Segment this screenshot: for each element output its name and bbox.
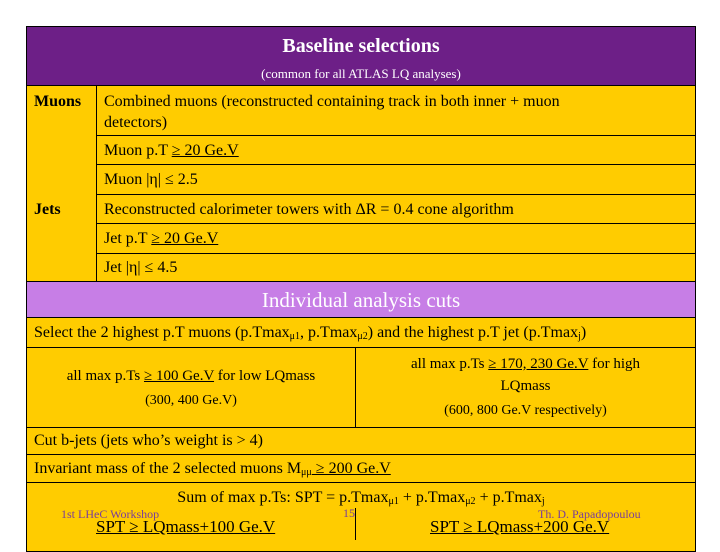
low-mass-cell [26, 347, 356, 428]
select-text: Select the 2 highest p.T muons (p.Tmax$_{\mu 1}$, p.Tmax$_{\mu 2}$) and the highest p.T jet (p.Tmax$_j$) [34, 324, 587, 342]
jets-calorimeter-text: Reconstructed calorimeter towers with ΔR = 0.4 cone algorithm [104, 201, 514, 218]
spt-high-text: SPT ≥ LQmass+200 Ge.V [430, 517, 610, 536]
footer-page-number: 15 [343, 506, 355, 520]
invmass-text: Invariant mass of the 2 selected muons $M_{\mu\mu} \ge 200$ Ge.V [34, 460, 391, 478]
muon-eta-row [96, 164, 696, 195]
muon-eta-text: Muon |η| ≤ 2.5 [104, 171, 198, 188]
baseline-header [26, 26, 696, 86]
low-mass-line1: all max p.Ts ≥ 100 Ge.V for low LQmass [66, 368, 316, 384]
baseline-title: Baseline selections [282, 35, 440, 57]
spt-low-text: SPT ≥ LQmass+100 Ge.V [96, 517, 276, 536]
muon-pt-text: Muon p.T ≥ 20 Ge.V [104, 142, 239, 159]
sum-text: Sum of max p.Ts: SPT = p.Tmax$_{\mu 1}$ + p.Tmax$_{\mu 2}$ + p.Tmax$_j$ [177, 489, 545, 507]
bjets-row [26, 427, 696, 455]
muons-label: Muons [34, 93, 82, 110]
high-mass-line3: (600, 800 Ge.V respectively) [444, 403, 607, 418]
muon-combined-line1: Combined muons (reconstructed containing track in both inner + muon [104, 93, 560, 110]
select-row [26, 317, 696, 348]
jet-eta-row [96, 253, 696, 282]
muon-pt-row [96, 135, 696, 165]
high-mass-line2: LQmass [500, 378, 551, 394]
muon-combined-line2: detectors) [104, 114, 168, 131]
low-mass-line2: (300, 400 Ge.V) [145, 393, 237, 408]
jet-pt-row [96, 223, 696, 254]
jets-label: Jets [34, 201, 61, 218]
muon-combined-row [96, 85, 696, 136]
high-mass-line1: all max p.Ts ≥ 170, 230 Ge.V for high [411, 356, 640, 372]
jet-pt-text: Jet p.T ≥ 20 Ge.V [104, 230, 219, 247]
individual-title: Individual analysis cuts [261, 288, 461, 312]
footer-left: 1st LHeC Workshop [61, 507, 160, 521]
baseline-subtitle: (common for all ATLAS LQ analyses) [261, 66, 461, 81]
footer-right: Th. D. Papadopoulou [538, 507, 641, 521]
baseline-label-column [26, 85, 97, 282]
individual-header [26, 281, 696, 318]
jet-eta-text: Jet |η| ≤ 4.5 [104, 259, 178, 276]
jets-calorimeter-row [96, 194, 696, 224]
high-mass-cell [355, 347, 696, 428]
bjets-text: Cut b-jets (jets who’s weight is > 4) [34, 432, 264, 449]
sum-divider [355, 508, 356, 540]
invmass-row [26, 454, 696, 483]
